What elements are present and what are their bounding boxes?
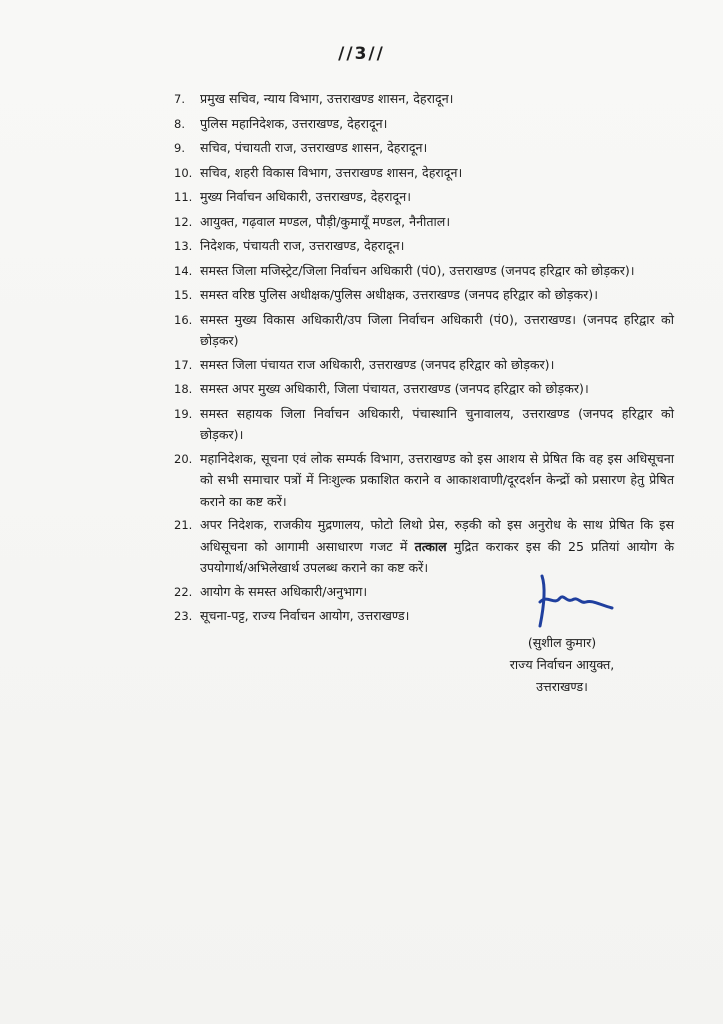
signature-block [497,632,627,698]
item-text: निदेशक, पंचायती राज, उत्तराखण्ड, देहरादून। [200,238,405,253]
emphasis-text: तत्काल [414,538,447,554]
list-item [174,260,674,283]
item-text: सचिव, शहरी विकास विभाग, उत्तराखण्ड शासन, देहरादून। [200,164,463,180]
list-item [174,235,674,258]
item-number: 23. [174,609,193,623]
item-number: 10. [174,165,193,180]
item-number: 18. [174,382,193,396]
item-text-part: अपर निदेशक, राजकीय मुद्रणालय, फोटो लिथो प्रेस, रुड़की को इस अनुरोध के साथ प्रेषित कि इस अधिसूचना को आगामी असाधारण गजट में [200,517,674,554]
item-text: प्रमुख सचिव, न्याय विभाग, उत्तराखण्ड शासन, देहरादून। [200,91,454,106]
item-text: सूचना-पट्ट, राज्य निर्वाचन आयोग, उत्तराखण्ड। [200,608,410,623]
item-number: 13. [174,239,193,253]
distribution-list [174,88,674,630]
list-item [174,309,674,352]
list-item [174,284,674,307]
list-item [174,186,674,209]
list-item [174,514,674,579]
list-item [174,113,674,136]
signatory-designation: राज्य निर्वाचन आयुक्त, [509,657,615,672]
list-item [174,137,674,160]
item-text: समस्त जिला मजिस्ट्रेट/जिला निर्वाचन अधिकारी (पं0), उत्तराखण्ड (जनपद हरिद्वार को छोड़कर)। [200,262,635,278]
handwritten-signature [532,572,622,632]
list-item [174,211,674,234]
item-number: 16. [174,312,193,327]
item-text: समस्त अपर मुख्य अधिकारी, जिला पंचायत, उत्तराखण्ड (जनपद हरिद्वार को छोड़कर)। [200,381,589,396]
page-number: //3// [338,44,385,64]
item-text: समस्त वरिष्ठ पुलिस अधीक्षक/पुलिस अधीक्षक, उत्तराखण्ड (जनपद हरिद्वार को छोड़कर)। [200,287,598,302]
list-item [174,88,674,111]
list-item [174,403,674,446]
list-item [174,354,674,377]
item-text: मुख्य निर्वाचन अधिकारी, उत्तराखण्ड, देहरादून। [200,189,411,204]
item-text [200,514,674,579]
item-text: आयोग के समस्त अधिकारी/अनुभाग। [200,583,368,599]
item-text-part: मुद्रित कराकर इस की 25 प्रतियां आयोग के उपयोगार्थ/अभिलेखार्थ उपलब्ध कराने का कष्ट करें। [200,538,674,575]
item-text: सचिव, पंचायती राज, उत्तराखण्ड शासन, देहरादून। [200,140,428,155]
item-text: समस्त जिला पंचायत राज अधिकारी, उत्तराखण्ड (जनपद हरिद्वार को छोड़कर)। [200,356,555,372]
signatory-name: (सुशील कुमार) [527,635,597,650]
item-text: आयुक्त, गढ़वाल मण्डल, पौड़ी/कुमायूँ मण्डल, नैनीताल। [200,213,451,229]
item-number: 19. [174,406,193,421]
item-text: पुलिस महानिदेशक, उत्तराखण्ड, देहरादून। [200,115,388,131]
item-number: 22. [174,584,193,599]
item-number: 12. [174,214,193,229]
item-number: 11. [174,190,193,204]
item-text: समस्त सहायक जिला निर्वाचन अधिकारी, पंचास्थानि चुनावालय, उत्तराखण्ड (जनपद हरिद्वार को छोड़कर)। [200,405,674,442]
item-number: 21. [174,518,193,532]
item-text: महानिदेशक, सूचना एवं लोक सम्पर्क विभाग, उत्तराखण्ड को इस आशय से प्रेषित कि वह इस अधिसूचना को सभी समाचार पत्रों में निःशुल्क प्रकाशित कराने व आकाशवाणी/दूरदर्शन केन्द्रों को प्रसारण हेतु प्रेषित कराने का कष्ट करें। [200,450,674,509]
item-number: 8. [174,116,185,131]
item-number: 20. [174,451,193,466]
item-number: 15. [174,288,193,302]
signatory-place: उत्तराखण्ड। [536,679,588,694]
list-item [174,162,674,185]
item-number: 7. [174,92,185,106]
item-number: 9. [174,141,185,155]
item-number: 14. [174,263,193,278]
item-text: समस्त मुख्य विकास अधिकारी/उप जिला निर्वाचन अधिकारी (पं0), उत्तराखण्ड। (जनपद हरिद्वार को छोड़कर) [200,311,674,348]
item-number: 17. [174,357,193,372]
list-item [174,448,674,513]
list-item [174,378,674,401]
